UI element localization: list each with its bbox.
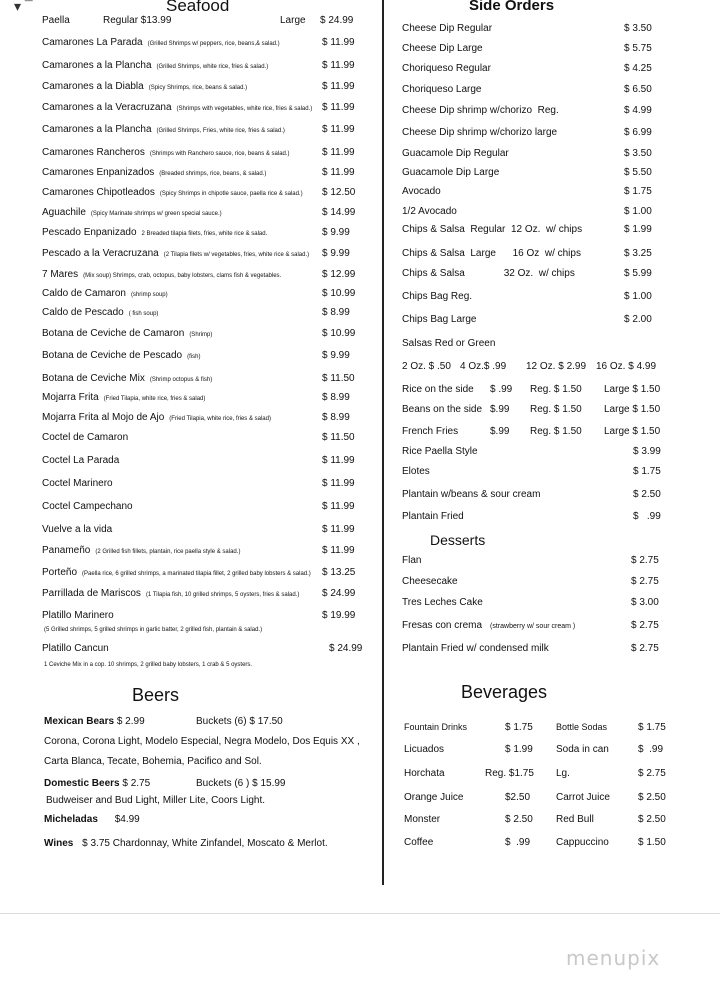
seafood-item-price: $ 24.99	[322, 588, 356, 599]
seafood-item-name-line	[42, 207, 222, 218]
side-order-name: Chips & Salsa Large 16 Oz w/ chips	[402, 248, 581, 259]
side-order-name: Plantain Fried	[402, 511, 464, 522]
side-order-name: Cheese Dip shrimp w/chorizo large	[402, 127, 558, 138]
salsa-size-4oz: 4 Oz.$ .99	[460, 361, 507, 372]
dessert-price: $ 2.75	[631, 643, 659, 654]
side-order-name: Chips Bag Large	[402, 314, 477, 325]
cancun-name: Platillo Cancun	[42, 643, 109, 654]
seafood-item-name: Caldo de Camaron	[42, 288, 126, 299]
side-order-price: $ 2.50	[633, 489, 661, 500]
dessert-name: Cheesecake	[402, 576, 458, 587]
beverage-price: $ 2.50	[638, 792, 666, 803]
seafood-item-description: ( fish soup)	[128, 311, 159, 317]
side-order-name: Chips & Salsa Regular 12 Oz. w/ chips	[402, 224, 583, 235]
mexican-beers-list-1: Corona, Corona Light, Modelo Especial, Negra Modelo, Dos Equis XX ,	[44, 736, 360, 747]
seafood-item-name-line	[42, 478, 113, 489]
salsa-size-16oz: 16 Oz. $ 4.99	[596, 361, 657, 372]
seafood-item-price: $ 13.25	[322, 567, 356, 578]
side-order-name: Avocado	[402, 186, 441, 197]
page-bottom-line	[0, 913, 720, 914]
seafood-item-name-line	[42, 288, 168, 299]
micheladas-row	[44, 814, 140, 825]
seafood-item-price: $ 10.99	[322, 288, 356, 299]
seafood-item-name-line	[42, 269, 281, 280]
seafood-item-price: $ 11.99	[322, 478, 355, 489]
side-order-name: Rice Paella Style	[402, 446, 478, 457]
seafood-item-name-line	[42, 455, 119, 466]
dessert-name-line	[402, 620, 575, 631]
dessert-price: $ 2.75	[631, 555, 659, 566]
beers-heading: Beers	[132, 685, 180, 705]
seafood-item-name-line	[42, 187, 303, 198]
seafood-item-price: $ 12.50	[322, 187, 356, 198]
side-order-price: $ 1.00	[624, 206, 652, 217]
column-divider	[382, 0, 384, 885]
seafood-item-name-line	[42, 124, 285, 135]
seafood-item-name: Platillo Marinero	[42, 610, 114, 621]
side-order-price: $ 4.25	[624, 63, 652, 74]
desserts-heading: Desserts	[430, 532, 486, 548]
seafood-item-name-line	[42, 147, 290, 158]
dessert-description: (strawberry w/ sour cream )	[490, 623, 576, 630]
domestic-beers-row	[44, 778, 150, 789]
beverage-name: Carrot Juice	[556, 792, 610, 803]
micheladas-price: $4.99	[114, 814, 140, 825]
seafood-item-description: (Spicy Marinate shrimps w/ green special sauce.)	[90, 211, 222, 217]
seafood-item-price: $ 11.99	[322, 545, 355, 556]
seafood-item-description: (shrimp soup)	[130, 292, 168, 298]
mexican-beers-list-2: Carta Blanca, Tecate, Bohemia, Pacifico and Sol.	[44, 756, 262, 767]
seafood-item-price: $ 8.99	[322, 307, 350, 318]
seafood-item-name: Coctel Campechano	[42, 501, 133, 512]
seafood-item-description: (1 Tilapia fish, 10 grilled shrimps, 5 oysters, fries & salad.)	[145, 592, 300, 598]
seafood-item-name: Mojarra Frita	[42, 392, 99, 403]
side-order-name: Choriqueso Regular	[402, 63, 491, 74]
seafood-item-description: (2 Grilled fish fillets, plantain, rice paella style & salad.)	[95, 549, 241, 555]
side-order-name: 1/2 Avocado	[402, 206, 457, 217]
dessert-name-line	[402, 597, 483, 608]
side-three-size-name: Rice on the side	[402, 384, 474, 395]
seafood-item-description: (Shrimp octopus & fish)	[149, 377, 213, 383]
seafood-item-name-line	[42, 307, 158, 318]
side-order-price: $ 3.50	[624, 148, 652, 159]
seafood-item-name: Botana de Ceviche de Camaron	[42, 328, 185, 339]
side-large-price: Large $ 1.50	[604, 426, 661, 437]
seafood-item-name: Camarones Rancheros	[42, 147, 145, 158]
seafood-item-name: Coctel de Camaron	[42, 432, 129, 443]
seafood-item-name-line	[42, 227, 267, 238]
seafood-item-name: Camarones a la Plancha	[42, 60, 152, 71]
side-order-price: $ 3.99	[633, 446, 661, 457]
seafood-item-description: (Mix soup) Shrimps, crab, octopus, baby lobsters, clams fish & vegetables.	[83, 273, 282, 279]
seafood-item-price: $ 8.99	[322, 392, 350, 403]
mexican-beers-label: Mexican Bears	[44, 716, 115, 727]
beverage-name: Red Bull	[556, 814, 594, 825]
side-order-name: Chips Bag Reg.	[402, 291, 473, 302]
seafood-item-description: (2 Tilapia filets w/ vegetables, fries, white rice & salad.)	[163, 252, 310, 258]
side-order-price: $ 6.99	[624, 127, 652, 138]
paella-name: Paella	[42, 15, 70, 26]
seafood-item-price: $ 11.50	[322, 432, 355, 443]
side-order-price: $ 1.75	[624, 186, 652, 197]
seafood-item-price: $ 14.99	[322, 207, 356, 218]
beverage-price: $ 1.75	[638, 722, 666, 733]
domestic-beers-price: $ 2.75	[122, 778, 151, 789]
seafood-item-name: Caldo de Pescado	[42, 307, 124, 318]
domestic-buckets: Buckets (6 ) $ 15.99	[196, 778, 286, 789]
side-order-price: $ 2.00	[624, 314, 652, 325]
beverage-price: $2.50	[505, 792, 531, 803]
side-orders-heading: Side Orders	[469, 0, 555, 14]
seafood-item-price: $ 11.99	[322, 455, 355, 466]
seafood-item-description: (fish)	[187, 354, 201, 360]
seafood-item-name-line	[42, 588, 299, 599]
dessert-name: Fresas con crema	[402, 620, 483, 631]
seafood-item-name-line	[42, 567, 311, 578]
beverage-name: Bottle Sodas	[556, 722, 608, 732]
beverage-price: $ .99	[638, 744, 664, 755]
beverage-price: $ 2.50	[638, 814, 666, 825]
seafood-item-description: (Grilled Shrimps, Fries, white rice, fries & salad.)	[156, 128, 285, 134]
mexican-beers-price: $ 2.99	[116, 716, 145, 727]
seafood-item-price: $ 11.99	[322, 81, 355, 92]
seafood-item-price: $ 19.99	[322, 610, 356, 621]
side-order-name: Elotes	[402, 466, 430, 477]
side-order-name: Chips & Salsa 32 Oz. w/ chips	[402, 268, 575, 279]
side-order-price: $ 5.75	[624, 43, 652, 54]
side-order-price: $ 1.75	[633, 466, 661, 477]
seafood-item-name: Coctel Marinero	[42, 478, 113, 489]
seafood-item-description: (Spicy Shrimps in chipotle sauce, paella rice & salad.)	[159, 191, 303, 197]
seafood-item-name-line	[42, 432, 128, 443]
side-order-name: Guacamole Dip Large	[402, 167, 500, 178]
seafood-item-name: 7 Mares	[42, 269, 79, 280]
side-order-price: $ 5.99	[624, 268, 652, 279]
side-regular-price: Reg. $ 1.50	[530, 426, 582, 437]
dessert-name-line	[402, 643, 549, 654]
seafood-item-name-line	[42, 392, 205, 403]
side-regular-price: Reg. $ 1.50	[530, 404, 582, 415]
wines-text: $ 3.75 Chardonnay, White Zinfandel, Moscato & Merlot.	[82, 838, 328, 849]
seafood-item-name: Camarones Enpanizados	[42, 167, 155, 178]
beverage-name: Monster	[404, 814, 441, 825]
dessert-name-line	[402, 555, 421, 566]
mexican-buckets: Buckets (6) $ 17.50	[196, 716, 283, 727]
seafood-item-name: Pescado Enpanizado	[42, 227, 137, 238]
seafood-item-name-line	[42, 412, 271, 423]
paella-regular: Regular $13.99	[103, 15, 172, 26]
beverage-name: Horchata	[404, 768, 445, 779]
seafood-item-description: (Fried Tilapia, white rice, fries & salad)	[103, 396, 206, 402]
wines-row	[44, 838, 328, 849]
salsas-label: Salsas Red or Green	[402, 338, 496, 349]
seafood-item-name: Vuelve a la vida	[42, 524, 113, 535]
seafood-item-name-line	[42, 167, 266, 178]
seafood-item-price: $ 11.99	[322, 102, 355, 113]
seafood-item-name-line	[42, 545, 240, 556]
seafood-item-name: Coctel La Parada	[42, 455, 120, 466]
side-order-price: $ 4.99	[624, 105, 652, 116]
seafood-item-name: Porteño	[42, 567, 78, 578]
seafood-item-name: Camarones a la Diabla	[42, 81, 144, 92]
seafood-item-price: $ 11.99	[322, 167, 355, 178]
side-small-price: $.99	[490, 404, 510, 415]
seafood-item-name: Botana de Ceviche de Pescado	[42, 350, 183, 361]
seafood-item-name: Botana de Ceviche Mix	[42, 373, 145, 384]
seafood-item-name-line	[42, 60, 268, 71]
menupix-watermark: menupix	[566, 946, 661, 970]
seafood-item-name: Camarones a la Veracruzana	[42, 102, 172, 113]
beverages-heading: Beverages	[461, 682, 548, 702]
beverage-name: Licuados	[404, 744, 445, 755]
seafood-item-price: $ 11.99	[322, 124, 355, 135]
seafood-item-description: (Grilled Shrimps w/ peppers, rice, beans,& salad.)	[147, 41, 280, 47]
paella-large-price: $ 24.99	[320, 15, 354, 26]
dessert-price: $ 3.00	[631, 597, 659, 608]
seafood-item-name: Parrillada de Mariscos	[42, 588, 141, 599]
beverage-price: $ 1.75	[505, 722, 533, 733]
seafood-item-description: (Fried Tilapia, white rice, fries & salad)	[169, 416, 271, 422]
dessert-name-line	[402, 576, 458, 587]
mexican-beers-row	[44, 716, 145, 727]
seafood-item-name: Panameño	[42, 545, 91, 556]
seafood-item-description: (Shrimps with Ranchero sauce, rice, beans & salad.)	[149, 151, 290, 157]
marinero-description: (5 Grilled shrimps, 5 grilled shrimps in garlic batter, 2 grilled fish, plantain & salad.)	[44, 627, 263, 633]
side-regular-price: Reg. $ 1.50	[530, 384, 582, 395]
seafood-item-name: Aguachile	[42, 207, 86, 218]
side-order-name: Cheese Dip shrimp w/chorizo Reg.	[402, 105, 559, 116]
side-three-size-name: Beans on the side	[402, 404, 483, 415]
beverage-price: $ .99	[505, 837, 531, 848]
side-order-name: Cheese Dip Large	[402, 43, 483, 54]
beverage-price: Reg. $1.75	[485, 768, 534, 779]
seafood-item-name: Camarones a la Plancha	[42, 124, 152, 135]
dessert-name: Plantain Fried w/ condensed milk	[402, 643, 549, 654]
paella-large-label: Large	[280, 15, 306, 26]
beverage-price: $ 1.50	[638, 837, 666, 848]
dessert-price: $ 2.75	[631, 576, 659, 587]
seafood-item-description: (Breaded shrimps, rice, beans, & salad.)	[159, 171, 267, 177]
seafood-item-description: (Shrimps with vegetables, white rice, fries & salad.)	[176, 106, 313, 112]
dessert-name: Flan	[402, 555, 422, 566]
seafood-item-name: Camarones La Parada	[42, 37, 143, 48]
seafood-item-price: $ 11.99	[322, 147, 355, 158]
side-order-name: Choriqueso Large	[402, 84, 482, 95]
seafood-item-price: $ 9.99	[322, 227, 350, 238]
wines-label: Wines	[44, 838, 74, 849]
side-order-price: $ 3.50	[624, 23, 652, 34]
seafood-item-name-line	[42, 350, 200, 361]
cancun-description: 1 Ceviche Mix in a cop. 10 shrimps, 2 grilled baby lobsters, 1 crab & 5 oysters.	[44, 662, 253, 668]
seafood-item-name-line	[42, 102, 312, 113]
seafood-item-price: $ 11.50	[322, 373, 355, 384]
side-order-name: Cheese Dip Regular	[402, 23, 493, 34]
seafood-item-name: Pescado a la Veracruzana	[42, 248, 159, 259]
beverage-name: Lg.	[556, 768, 570, 779]
side-order-price: $ 1.99	[624, 224, 652, 235]
dessert-price: $ 2.75	[631, 620, 659, 631]
side-order-price: $ .99	[633, 511, 661, 522]
domestic-beers-list: Budweiser and Bud Light, Miller Lite, Coors Light.	[46, 795, 266, 806]
side-order-price: $ 5.50	[624, 167, 652, 178]
seafood-item-price: $ 9.99	[322, 248, 350, 259]
dessert-name: Tres Leches Cake	[402, 597, 483, 608]
micheladas-label: Micheladas	[44, 814, 98, 825]
beverage-name: Coffee	[404, 837, 434, 848]
side-three-size-name: French Fries	[402, 426, 459, 437]
seafood-item-price: $ 11.99	[322, 501, 355, 512]
seafood-item-price: $ 11.99	[322, 60, 355, 71]
seafood-item-name: Camarones Chipotleados	[42, 187, 155, 198]
side-order-name: Guacamole Dip Regular	[402, 148, 509, 159]
seafood-item-price: $ 12.99	[322, 269, 356, 280]
beverage-price: $ 2.75	[638, 768, 666, 779]
seafood-item-name-line	[42, 610, 114, 621]
salsa-size-2oz: 2 Oz. $ .50	[402, 361, 451, 372]
seafood-item-name: Mojarra Frita al Mojo de Ajo	[42, 412, 165, 423]
side-order-price: $ 3.25	[624, 248, 652, 259]
domestic-beers-label: Domestic Beers	[44, 778, 120, 789]
beverage-name: Cappuccino	[556, 837, 609, 848]
beverage-name: Orange Juice	[404, 792, 464, 803]
seafood-item-price: $ 11.99	[322, 524, 355, 535]
beverage-name: Fountain Drinks	[404, 722, 468, 732]
beverage-price: $ 1.99	[505, 744, 533, 755]
seafood-item-description: (Spicy Shrimps, rice, beans & salad.)	[148, 85, 248, 91]
seafood-item-price: $ 8.99	[322, 412, 350, 423]
seafood-item-name-line	[42, 328, 212, 339]
beverage-price: $ 2.50	[505, 814, 533, 825]
salsa-size-12oz: 12 Oz. $ 2.99	[526, 361, 587, 372]
seafood-item-name-line	[42, 81, 247, 92]
seafood-item-description: (Grilled Shrimps, white rice, fries & salad.)	[156, 64, 269, 70]
side-order-name: Plantain w/beans & sour cream	[402, 489, 541, 500]
seafood-item-description: 2 Breaded tilapia filets, fries, white rice & salad.	[141, 231, 268, 237]
seafood-heading: Seafood	[166, 0, 230, 15]
seafood-item-name-line	[42, 524, 112, 535]
beverage-name: Soda in can	[556, 744, 609, 755]
seafood-item-description: (Paella rice, 6 grilled shrimps, a marinated tilapia fillet, 2 grilled baby lobsters & salad.)	[82, 571, 311, 577]
side-small-price: $ .99	[490, 384, 513, 395]
seafood-item-price: $ 9.99	[322, 350, 350, 361]
seafood-item-name-line	[42, 248, 309, 259]
side-large-price: Large $ 1.50	[604, 384, 661, 395]
side-large-price: Large $ 1.50	[604, 404, 661, 415]
seafood-item-price: $ 11.99	[322, 37, 355, 48]
side-small-price: $.99	[490, 426, 510, 437]
seafood-item-name-line	[42, 373, 212, 384]
seafood-item-name-line	[42, 37, 280, 48]
seafood-item-description: (Shrimp)	[189, 332, 213, 338]
seafood-item-price: $ 10.99	[322, 328, 356, 339]
side-order-price: $ 1.00	[624, 291, 652, 302]
seafood-item-name-line	[42, 501, 133, 512]
side-order-price: $ 6.50	[624, 84, 652, 95]
stray-mark: ▾ ¯	[14, 0, 33, 14]
cancun-price: $ 24.99	[329, 643, 363, 654]
